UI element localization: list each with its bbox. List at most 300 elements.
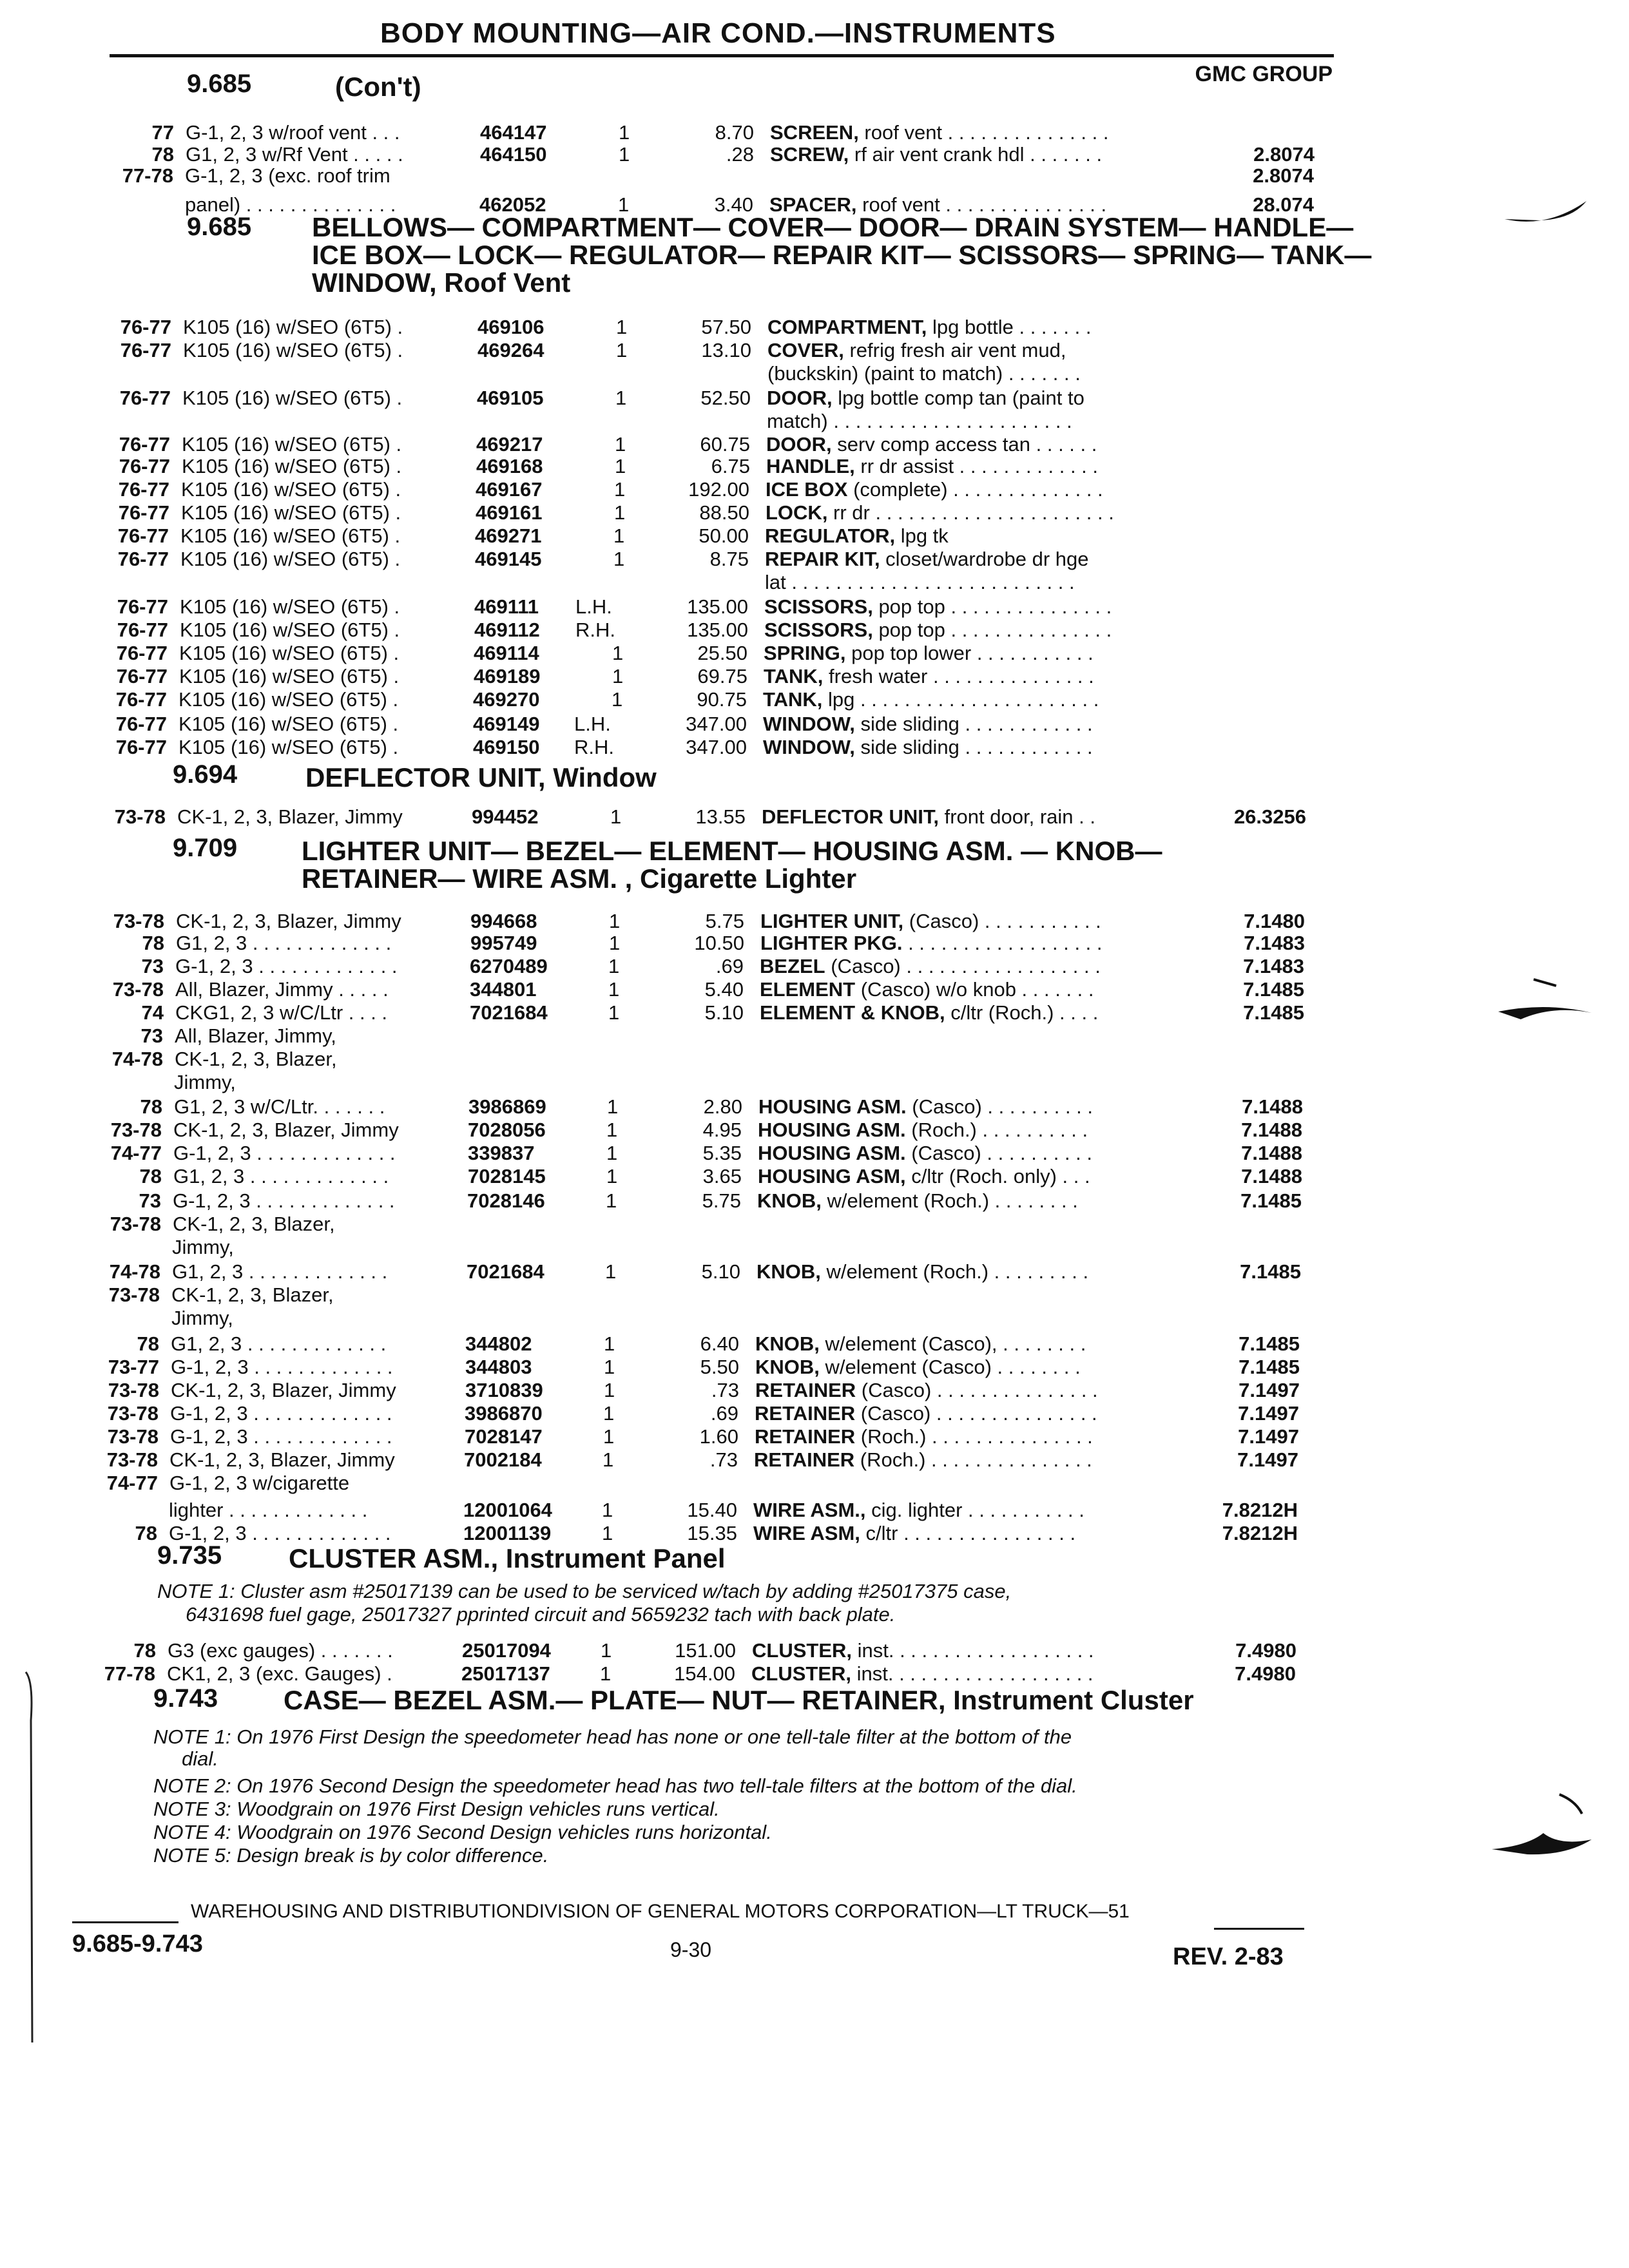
group-number: 7.1497 — [1238, 1425, 1299, 1448]
model-year: 76-77 — [116, 665, 168, 687]
page-header-title: BODY MOUNTING—AIR COND.—INSTRUMENTS — [380, 17, 1056, 49]
part-name: SCREEN, — [770, 121, 859, 144]
price: 50.00 — [699, 524, 749, 547]
part-number: 344803 — [465, 1356, 532, 1378]
application: K105 (16) w/SEO (6T5) . — [180, 548, 401, 570]
group-number: 7.1485 — [1239, 1332, 1300, 1355]
parts-row — [0, 1639, 1611, 1665]
part-number: 7028146 — [467, 1189, 545, 1212]
section-title: CLUSTER ASM., Instrument Panel — [289, 1543, 726, 1573]
part-number: 469270 — [473, 688, 540, 711]
part-detail: (Casco) . . . . . . . . . . . . . . . — [855, 1402, 1097, 1425]
model-year: 73-78 — [106, 1448, 158, 1471]
group-number: 7.4980 — [1235, 1662, 1296, 1685]
model-year: 73-78 — [108, 1379, 159, 1401]
quantity: 1 — [608, 955, 620, 977]
model-year: 78 — [137, 1332, 159, 1355]
parts-row — [0, 1402, 1614, 1428]
scan-mark-graphic — [1501, 193, 1592, 232]
application: Jimmy, — [174, 1071, 236, 1093]
price: 1.60 — [699, 1425, 738, 1448]
price: 347.00 — [686, 736, 747, 758]
parts-row — [0, 595, 1623, 621]
model-year: 78 — [151, 143, 174, 166]
part-description — [763, 688, 1099, 711]
application: G-1, 2, 3 . . . . . . . . . . . . . — [170, 1402, 392, 1425]
part-name: HANDLE, — [766, 455, 855, 477]
application: G-1, 2, 3 . . . . . . . . . . . . . — [173, 1142, 396, 1164]
price: 25.50 — [697, 642, 747, 664]
group-number: 7.1483 — [1243, 955, 1304, 977]
quantity: 1 — [602, 1499, 613, 1521]
part-detail: lpg bottle . . . . . . . — [927, 316, 1092, 338]
part-detail: front door, rain . . — [939, 805, 1095, 828]
part-detail: rf air vent crank hdl . . . . . . . — [849, 143, 1103, 166]
part-detail: (Roch.) . . . . . . . . . . . . . . . — [854, 1448, 1092, 1471]
case-note: NOTE 3: Woodgrain on 1976 First Design vehicles runs vertical. — [153, 1798, 720, 1820]
binder-edge-line — [19, 1669, 39, 2055]
model-year: 74-78 — [111, 1048, 163, 1070]
quantity: 1 — [615, 433, 626, 456]
part-detail: lpg . . . . . . . . . . . . . . . . . . . . . . — [822, 688, 1099, 711]
parts-row — [0, 1260, 1615, 1286]
part-detail: serv comp access tan . . . . . . — [831, 433, 1097, 456]
application: G-1, 2, 3 . . . . . . . . . . . . . — [169, 1522, 391, 1544]
part-name: ELEMENT — [760, 978, 856, 1001]
application: CK-1, 2, 3, Blazer, — [173, 1213, 335, 1235]
quantity: 1 — [604, 1356, 615, 1378]
part-description — [765, 571, 1075, 594]
part-description — [751, 1662, 1094, 1686]
part-number: 469264 — [477, 339, 545, 361]
group-number: 7.8212H — [1222, 1499, 1298, 1521]
part-number: 469145 — [475, 548, 542, 570]
parts-row — [0, 1662, 1610, 1688]
part-name: DEFLECTOR UNIT, — [762, 805, 939, 828]
part-name: KNOB, — [757, 1260, 821, 1283]
footer-section-range: 9.685-9.743 — [72, 1930, 203, 1957]
part-detail: (Casco) w/o knob . . . . . . . — [855, 978, 1094, 1001]
section-title: BELLOWS— COMPARTMENT— COVER— DOOR— DRAIN SYSTEM— HANDLE— ICE BOX— LOCK— REGULATOR— REPAIR KIT— SCISSORS— SPRING— TANK— WINDOW, Roof Vent — [312, 212, 1372, 298]
price: 192.00 — [688, 478, 749, 501]
model-year: 76-77 — [120, 339, 171, 361]
part-description — [760, 932, 1103, 955]
price: 154.00 — [674, 1662, 735, 1685]
part-description — [754, 1448, 1092, 1472]
part-number: 469161 — [476, 501, 543, 524]
quantity: 1 — [610, 805, 622, 828]
parts-row — [0, 1213, 1616, 1238]
price: 5.10 — [704, 1001, 744, 1024]
part-name: RETAINER — [755, 1425, 856, 1448]
parts-row — [0, 193, 1628, 219]
part-name: LOCK, — [766, 501, 828, 524]
part-detail: fresh water . . . . . . . . . . . . . . . — [823, 665, 1094, 687]
part-description — [763, 713, 1093, 736]
quantity: 1 — [614, 501, 626, 524]
part-number: 7028145 — [468, 1165, 546, 1187]
price: .69 — [715, 955, 744, 977]
model-year: 76-77 — [117, 524, 169, 547]
application: G-1, 2, 3 . . . . . . . . . . . . . — [170, 1425, 392, 1448]
model-year: 73-78 — [107, 1425, 159, 1448]
part-number: 6270489 — [470, 955, 548, 977]
quantity: R.H. — [574, 736, 614, 758]
quantity: 1 — [608, 1001, 620, 1024]
part-description — [757, 1260, 1088, 1283]
part-detail: inst. . . . . . . . . . . . . . . . . . . — [851, 1662, 1094, 1685]
part-name: SPACER, — [769, 193, 857, 216]
parts-row — [0, 1425, 1614, 1451]
part-detail: c/ltr (Roch. only) . . . — [905, 1165, 1090, 1187]
part-description — [758, 1165, 1090, 1188]
model-year: 76-77 — [115, 688, 167, 711]
price: 8.75 — [709, 548, 749, 570]
group-number: 7.1497 — [1239, 1379, 1300, 1401]
model-year: 73-77 — [108, 1356, 159, 1378]
cluster-note: NOTE 1: Cluster asm #25017139 can be used to be serviced w/tach by adding #25017375 case, — [157, 1580, 1012, 1602]
part-name: RETAINER — [755, 1402, 856, 1425]
part-description — [752, 1639, 1094, 1662]
part-description — [764, 595, 1112, 619]
price: 3.65 — [702, 1165, 742, 1187]
section-number: 9.685 — [187, 70, 252, 98]
price: 90.75 — [697, 688, 747, 711]
part-description — [755, 1356, 1081, 1379]
section-number: 9.709 — [173, 834, 238, 862]
part-description — [758, 1119, 1088, 1142]
quantity: 1 — [612, 688, 623, 711]
section-title: (Con't) — [335, 72, 421, 102]
price: 69.75 — [697, 665, 747, 687]
quantity: 1 — [605, 1260, 617, 1283]
quantity: L.H. — [575, 595, 612, 618]
part-description — [766, 478, 1103, 501]
part-detail: . . . . . . . . . . . . . . . . . . — [902, 932, 1103, 954]
section-title: DEFLECTOR UNIT, Window — [305, 762, 657, 793]
application: K105 (16) w/SEO (6T5) . — [178, 688, 399, 711]
part-number: 469167 — [476, 478, 543, 501]
case-note: NOTE 4: Woodgrain on 1976 Second Design vehicles runs horizontal. — [153, 1821, 772, 1843]
part-number: 7028056 — [468, 1119, 546, 1141]
part-description — [753, 1522, 1075, 1545]
application: G1, 2, 3 . . . . . . . . . . . . . — [173, 1165, 389, 1187]
application: All, Blazer, Jimmy, — [175, 1024, 336, 1047]
group-number: 28.074 — [1253, 193, 1314, 216]
price: 8.70 — [715, 121, 754, 144]
model-year: 73-78 — [114, 805, 166, 828]
price: .69 — [710, 1402, 738, 1425]
application: K105 (16) w/SEO (6T5) . — [181, 478, 401, 501]
price: 151.00 — [675, 1639, 736, 1662]
section-number: 9.685 — [187, 213, 252, 241]
quantity: 1 — [600, 1662, 612, 1685]
part-name: LIGHTER UNIT, — [760, 910, 904, 932]
part-name: CLUSTER, — [752, 1639, 852, 1662]
part-description — [757, 1189, 1078, 1213]
model-year: 73-78 — [112, 978, 164, 1001]
application: K105 (16) w/SEO (6T5) . — [182, 387, 403, 409]
parts-row — [0, 524, 1624, 550]
part-name: HOUSING ASM, — [758, 1165, 906, 1187]
part-number: 7028147 — [465, 1425, 543, 1448]
model-year: 76-77 — [115, 736, 167, 758]
quantity: 1 — [603, 1402, 615, 1425]
price: 347.00 — [686, 713, 747, 735]
parts-row — [0, 571, 1624, 597]
footer-rule-right — [1214, 1928, 1304, 1930]
part-description — [758, 1142, 1092, 1165]
quantity: 1 — [614, 478, 626, 501]
quantity: 1 — [619, 121, 630, 144]
application: CK-1, 2, 3, Blazer, Jimmy — [176, 910, 401, 932]
price: .73 — [709, 1448, 738, 1471]
part-description — [770, 121, 1108, 144]
footer-rule-left — [72, 1921, 178, 1923]
application: CK-1, 2, 3, Blazer, — [171, 1283, 334, 1306]
group-number: 7.1497 — [1238, 1402, 1299, 1425]
application: K105 (16) w/SEO (6T5) . — [179, 642, 400, 664]
application: lighter . . . . . . . . . . . . . — [169, 1499, 368, 1521]
part-description — [766, 501, 1114, 524]
price: 3.40 — [714, 193, 753, 216]
model-year: 76-77 — [117, 548, 169, 570]
part-detail: (Casco) . . . . . . . . . . . . . . . . . . — [825, 955, 1101, 977]
application: CK-1, 2, 3, Blazer, Jimmy — [173, 1119, 399, 1141]
parts-row — [0, 455, 1625, 481]
model-year: 74 — [141, 1001, 164, 1024]
part-description — [764, 642, 1094, 665]
part-number: 12001139 — [463, 1522, 552, 1544]
model-year: 73 — [141, 955, 164, 977]
application: K105 (16) w/SEO (6T5) . — [182, 433, 402, 456]
group-number: 7.1488 — [1241, 1142, 1302, 1164]
parts-row — [0, 339, 1626, 365]
part-number: 995749 — [470, 932, 537, 954]
group-number: 7.1483 — [1244, 932, 1305, 954]
application: panel) . . . . . . . . . . . . . . — [185, 193, 396, 216]
application: G-1, 2, 3 . . . . . . . . . . . . . — [175, 955, 398, 977]
model-year: 76-77 — [120, 316, 171, 338]
part-number: 339837 — [468, 1142, 535, 1164]
quantity: 1 — [606, 1165, 618, 1187]
quantity: 1 — [603, 1425, 615, 1448]
header-rule — [110, 54, 1334, 57]
part-detail: lpg tk — [895, 524, 949, 547]
model-year: 76-77 — [115, 713, 167, 735]
parts-row — [0, 1024, 1618, 1050]
part-description — [760, 978, 1094, 1001]
parts-row — [0, 387, 1626, 412]
footer-page-number: 9-30 — [670, 1938, 712, 1961]
application: CKG1, 2, 3 w/C/Ltr . . . . — [175, 1001, 388, 1024]
section-number: 9.735 — [157, 1541, 222, 1570]
part-detail: (Casco) . . . . . . . . . . . . . . . — [856, 1379, 1098, 1401]
application: G-1, 2, 3 (exc. roof trim — [185, 164, 390, 187]
part-detail: roof vent . . . . . . . . . . . . . . . — [858, 121, 1109, 144]
quantity: 1 — [601, 1639, 612, 1662]
part-name: DOOR, — [767, 387, 833, 409]
application: Jimmy, — [172, 1236, 234, 1258]
quantity: 1 — [615, 455, 626, 477]
model-year: 73-78 — [110, 1119, 162, 1141]
part-number: 469111 — [474, 595, 539, 618]
group-number: 7.1485 — [1240, 1189, 1302, 1212]
quantity: R.H. — [575, 619, 615, 641]
part-name: KNOB, — [755, 1356, 820, 1378]
cluster-note: 6431698 fuel gage, 25017327 pprinted circuit and 5659232 tach with back plate. — [186, 1603, 896, 1626]
quantity: 1 — [613, 548, 625, 570]
part-number: 3986869 — [468, 1095, 546, 1118]
part-detail: (buckskin) (paint to match) . . . . . . . — [767, 362, 1081, 385]
model-year: 76-77 — [119, 455, 170, 477]
model-year: 76-77 — [119, 433, 170, 456]
price: 4.95 — [702, 1119, 742, 1141]
model-year: 76-77 — [118, 478, 169, 501]
price: .28 — [726, 143, 754, 166]
model-year: 78 — [142, 932, 164, 954]
part-number: 994452 — [472, 805, 539, 828]
parts-row — [0, 164, 1628, 190]
section-number: 9.743 — [153, 1684, 218, 1713]
quantity: 1 — [604, 1332, 615, 1355]
model-year: 77-78 — [104, 1662, 155, 1685]
section-title: CASE— BEZEL ASM.— PLATE— NUT— RETAINER, Instrument Cluster — [284, 1685, 1194, 1715]
part-number: 7021684 — [470, 1001, 548, 1024]
price: 60.75 — [700, 433, 750, 456]
quantity: L.H. — [574, 713, 611, 735]
quantity: 1 — [602, 1522, 613, 1544]
application: CK-1, 2, 3, Blazer, Jimmy — [177, 805, 403, 828]
part-detail: rr dr assist . . . . . . . . . . . . . — [854, 455, 1099, 477]
model-year: 78 — [139, 1165, 162, 1187]
part-detail: (complete) . . . . . . . . . . . . . . — [847, 478, 1103, 501]
part-number: 7021684 — [467, 1260, 545, 1283]
application: K105 (16) w/SEO (6T5) . — [180, 595, 400, 618]
parts-row — [0, 978, 1619, 1004]
group-number: 2.8074 — [1253, 164, 1314, 187]
scan-mark-graphic — [1495, 966, 1598, 1024]
case-note: NOTE 2: On 1976 Second Design the speedometer head has two tell-tale filters at the bottom of the dial. — [153, 1774, 1077, 1797]
part-detail: lpg bottle comp tan (paint to — [832, 387, 1084, 409]
part-number: 469217 — [476, 433, 543, 456]
part-number: 469114 — [474, 642, 539, 664]
part-name: TANK, — [763, 688, 823, 711]
application: G-1, 2, 3 . . . . . . . . . . . . . — [171, 1356, 393, 1378]
section-title: LIGHTER UNIT— BEZEL— ELEMENT— HOUSING ASM. — KNOB— RETAINER— WIRE ASM. , Cigarette Lighter — [302, 836, 1162, 894]
application: G-1, 2, 3 w/cigarette — [169, 1472, 350, 1494]
parts-row — [0, 955, 1619, 981]
price: 15.40 — [687, 1499, 737, 1521]
model-year: 73 — [140, 1024, 163, 1047]
part-number: 464147 — [480, 121, 547, 144]
part-detail: pop top . . . . . . . . . . . . . . . — [872, 619, 1112, 641]
price: 5.75 — [705, 910, 744, 932]
application: K105 (16) w/SEO (6T5) . — [182, 455, 402, 477]
parts-row — [0, 1472, 1613, 1497]
part-detail: (Roch.) . . . . . . . . . . — [905, 1119, 1088, 1141]
part-number: 25017094 — [462, 1639, 551, 1662]
part-number: 469112 — [474, 619, 540, 641]
model-year: 76-77 — [117, 595, 168, 618]
application: K105 (16) w/SEO (6T5) . — [181, 501, 401, 524]
part-detail: (Roch.) . . . . . . . . . . . . . . . — [855, 1425, 1093, 1448]
quantity: 1 — [606, 1119, 618, 1141]
part-name: KNOB, — [755, 1332, 820, 1355]
model-year: 77-78 — [122, 164, 173, 187]
group-number: 7.1485 — [1240, 1260, 1301, 1283]
part-detail: refrig fresh air vent mud, — [843, 339, 1066, 361]
part-description — [763, 736, 1093, 759]
group-number: 26.3256 — [1233, 805, 1306, 828]
parts-row — [0, 1071, 1617, 1097]
quantity: 1 — [607, 1095, 619, 1118]
part-number: 3986870 — [465, 1402, 543, 1425]
quantity: 1 — [609, 910, 621, 932]
part-detail: inst. . . . . . . . . . . . . . . . . . . — [852, 1639, 1094, 1662]
group-number: 7.4980 — [1235, 1639, 1296, 1662]
price: 2.80 — [703, 1095, 742, 1118]
application: G1, 2, 3 w/C/Ltr. . . . . . . — [174, 1095, 385, 1118]
case-note: NOTE 1: On 1976 First Design the speedometer head has none or one tell-tale filter at the bottom of the — [153, 1725, 1072, 1748]
price: 5.40 — [704, 978, 744, 1001]
group-number: 7.1480 — [1244, 910, 1305, 932]
model-year: 76-77 — [116, 642, 168, 664]
price: 5.75 — [702, 1189, 741, 1212]
quantity: 1 — [619, 143, 630, 166]
part-detail: c/ltr (Roch.) . . . . — [945, 1001, 1099, 1024]
parts-row — [0, 1356, 1614, 1381]
part-detail: (Casco) . . . . . . . . . . — [906, 1095, 1094, 1118]
part-detail: closet/wardrobe dr hge — [880, 548, 1089, 570]
part-detail: w/element (Casco), . . . . . . . . — [819, 1332, 1086, 1355]
model-year: 78 — [133, 1639, 156, 1662]
model-year: 78 — [135, 1522, 157, 1544]
part-name: BEZEL — [760, 955, 825, 977]
part-name: KNOB, — [757, 1189, 822, 1212]
part-description — [766, 455, 1098, 478]
part-name: COMPARTMENT, — [767, 316, 927, 338]
model-year: 73-78 — [107, 1402, 159, 1425]
price: 88.50 — [699, 501, 749, 524]
application: K105 (16) w/SEO (6T5) . — [183, 316, 403, 338]
parts-row — [0, 1379, 1614, 1405]
part-description — [755, 1402, 1097, 1425]
footer-org: WAREHOUSING AND DISTRIBUTIONDIVISION OF GENERAL MOTORS CORPORATION—LT TRUCK—51 — [191, 1901, 1130, 1922]
parts-row — [0, 1048, 1618, 1073]
part-description — [769, 193, 1106, 216]
application: CK-1, 2, 3, Blazer, Jimmy — [169, 1448, 395, 1471]
parts-row — [0, 1236, 1615, 1262]
part-number: 12001064 — [463, 1499, 552, 1521]
part-detail: w/element (Roch.) . . . . . . . . — [821, 1189, 1078, 1212]
quantity: 1 — [618, 193, 630, 216]
part-name: RETAINER — [754, 1448, 855, 1471]
application: K105 (16) w/SEO (6T5) . — [183, 339, 403, 361]
part-number: 469105 — [477, 387, 544, 409]
part-description — [767, 387, 1084, 410]
part-name: WINDOW, — [763, 713, 855, 735]
part-name: HOUSING ASM. — [758, 1142, 906, 1164]
application: G-1, 2, 3 . . . . . . . . . . . . . — [173, 1189, 395, 1212]
part-description — [767, 316, 1091, 339]
application: G1, 2, 3 . . . . . . . . . . . . . — [171, 1332, 387, 1355]
application: G1, 2, 3 w/Rf Vent . . . . . — [186, 143, 403, 166]
part-number: 344801 — [470, 978, 537, 1001]
part-name: SCISSORS, — [764, 595, 873, 618]
part-number: 994668 — [470, 910, 537, 932]
part-number: 469150 — [473, 736, 540, 758]
